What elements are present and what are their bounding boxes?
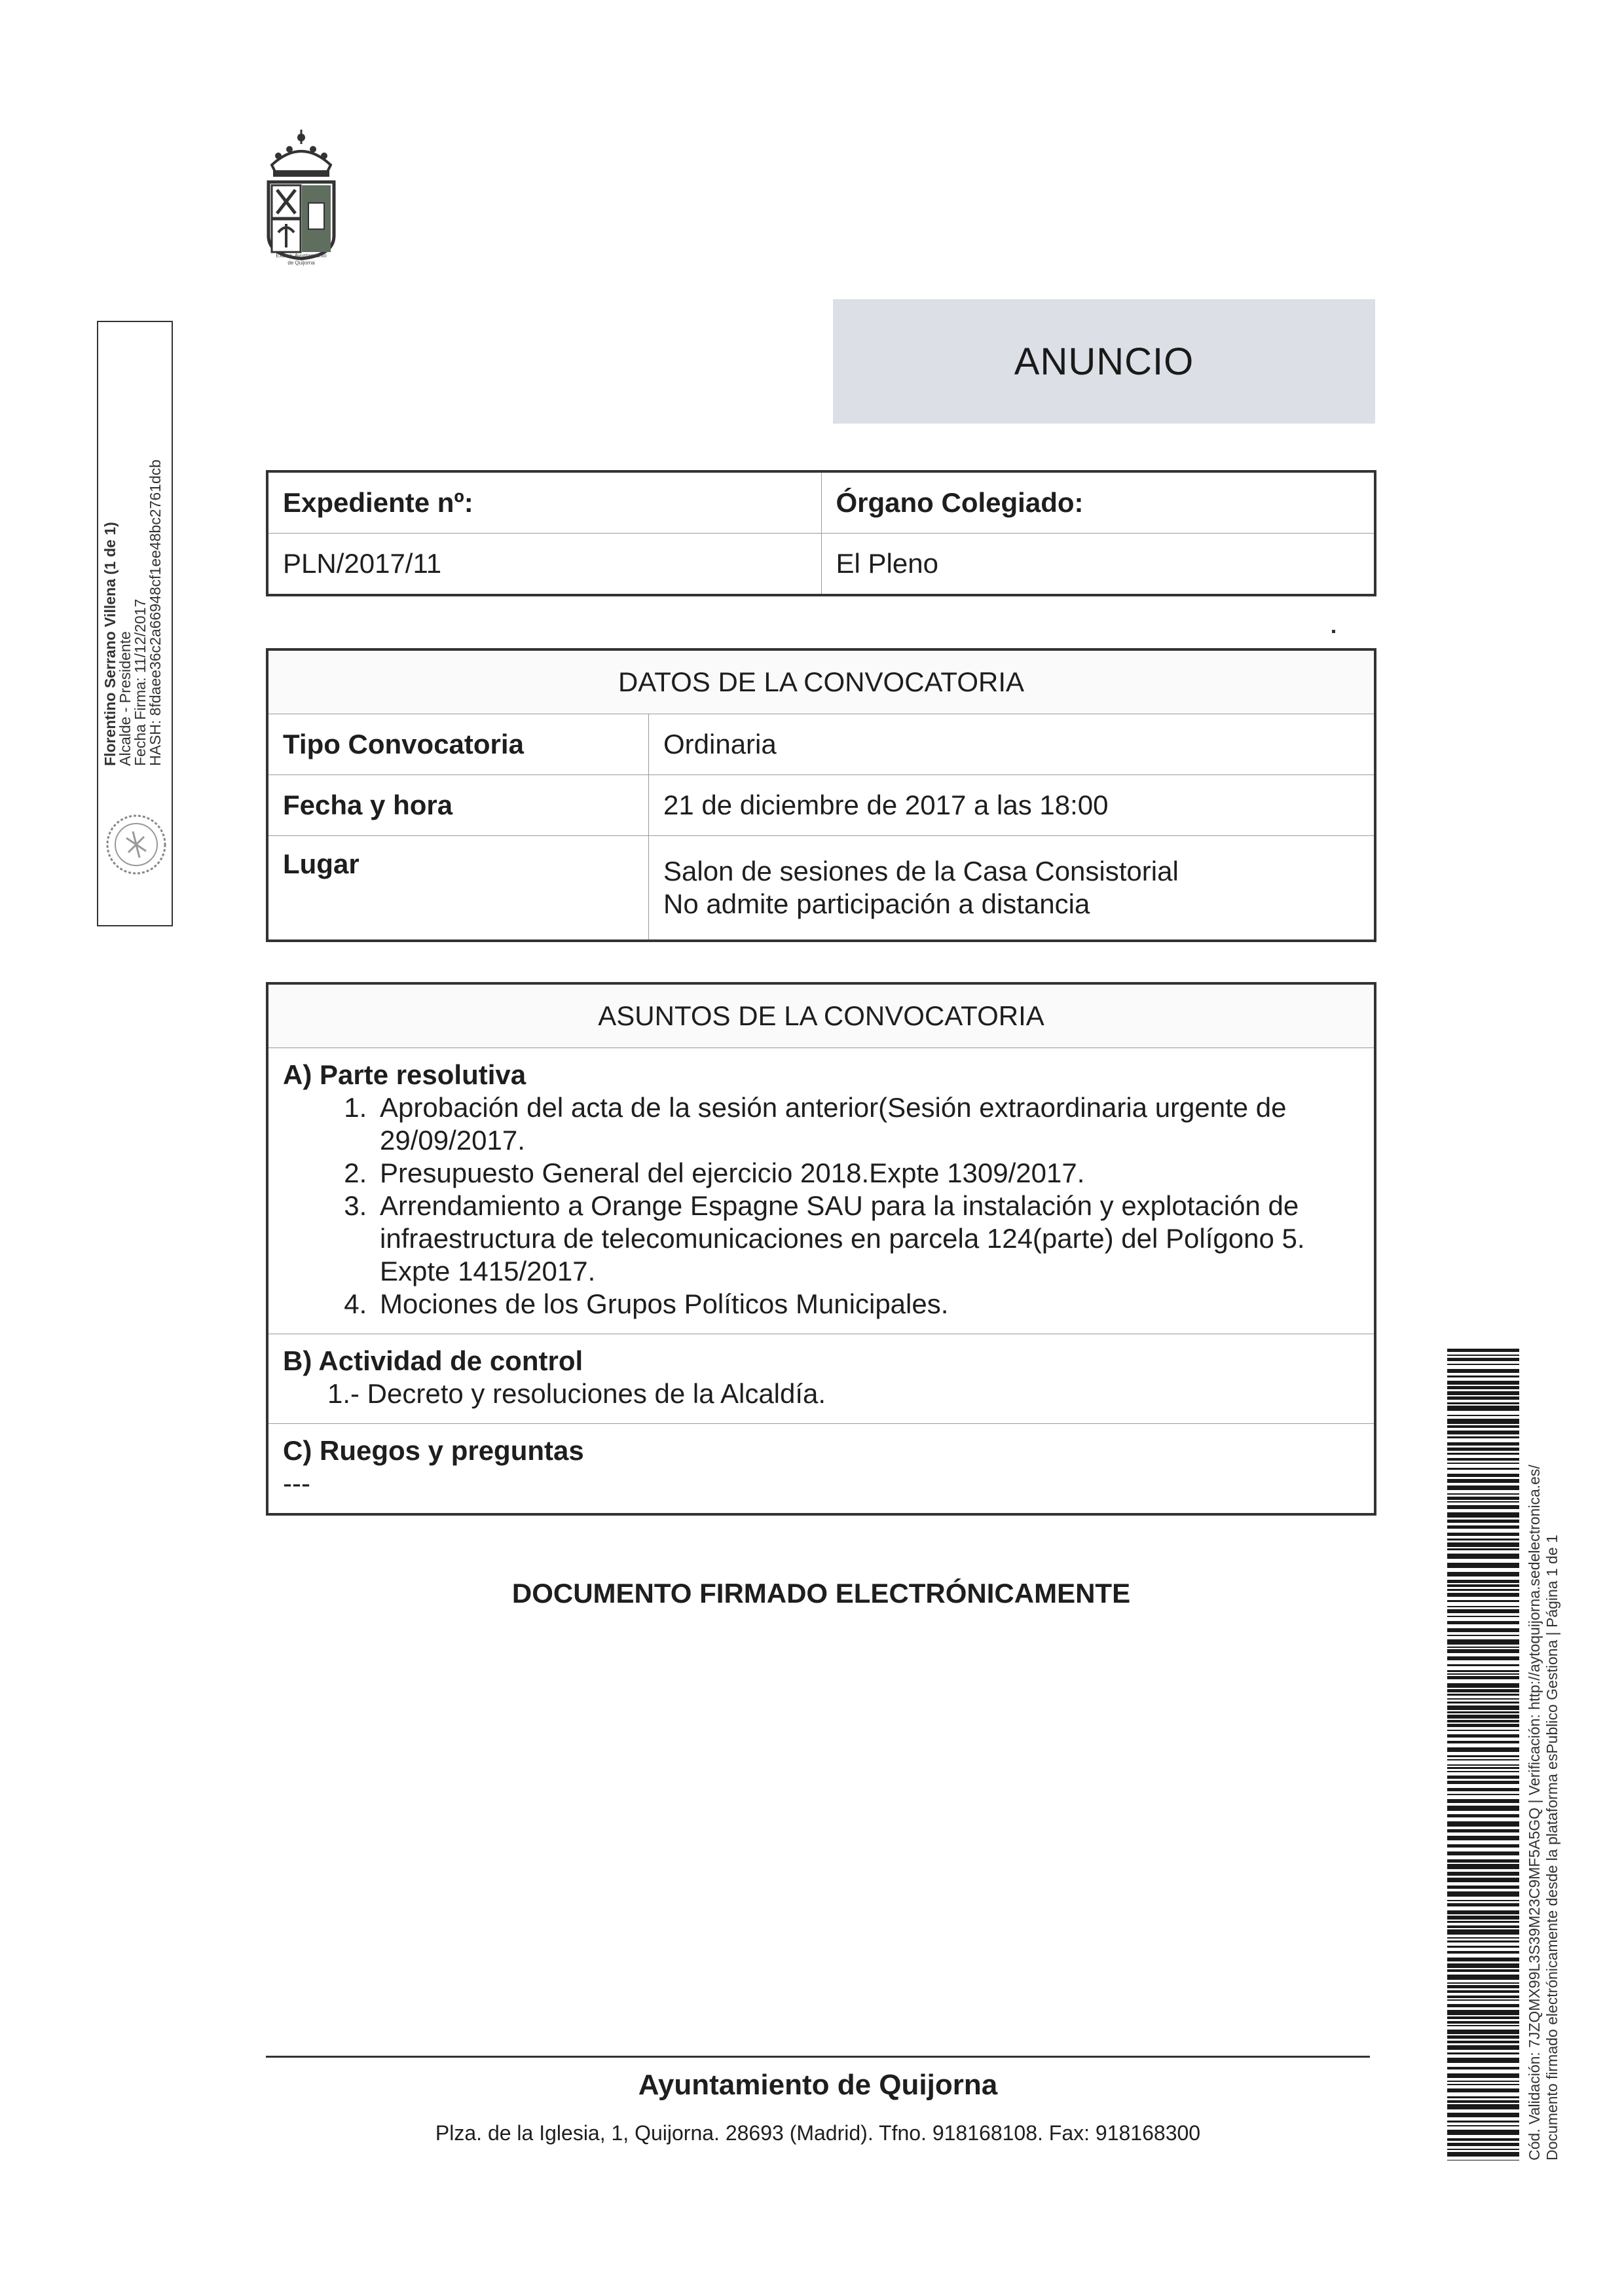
barcode-bar [1447, 1903, 1519, 1906]
barcode-bar [1447, 1741, 1519, 1743]
section-text: --- [283, 1468, 310, 1499]
signer-role: Alcalde - Presidente [117, 631, 134, 766]
barcode-bar [1447, 1969, 1519, 1972]
barcode-bar [1447, 1829, 1519, 1832]
barcode-bar [1447, 1776, 1519, 1779]
section-c [267, 1424, 1375, 1515]
barcode-bar [1447, 2084, 1519, 2085]
barcode-bar [1447, 1533, 1519, 1536]
barcode-bar [1447, 1910, 1519, 1914]
barcode-bar [1447, 1759, 1519, 1760]
barcode-bar [1447, 1821, 1519, 1827]
signer-name: Florentino Serrano Villena (1 de 1) [101, 522, 119, 766]
barcode-bar [1447, 2021, 1519, 2024]
row-value: Salon de sesiones de la Casa Consistorial No admite participación a distancia [649, 836, 1376, 941]
barcode-bar [1447, 1851, 1519, 1855]
barcode-bar [1447, 1673, 1519, 1675]
expediente-label: Expediente nº: [267, 471, 821, 534]
datos-table [266, 648, 1376, 942]
barcode-bar [1447, 1621, 1519, 1624]
barcode-bar [1447, 2025, 1519, 2026]
barcode-bar [1447, 1715, 1519, 1719]
barcode-bar [1447, 1419, 1519, 1424]
barcode-bar [1447, 1698, 1519, 1700]
barcode-bar [1447, 1425, 1519, 1428]
list-item: 3. Arrendamiento a Orange Espagne SAU para la instalación y explotación de infraestructura de telecomunicaciones en parcela 124(parte) del Polígono 5. Expte 1415/2017. [375, 1190, 1359, 1288]
barcode-bar [1447, 1415, 1519, 1416]
barcode-bar [1447, 1501, 1519, 1503]
barcode-bar [1447, 2113, 1519, 2117]
barcode-bar [1447, 1958, 1519, 1961]
row-value: 21 de diciembre de 2017 a las 18:00 [649, 775, 1376, 836]
barcode-bar [1447, 1794, 1519, 1795]
barcode-bar [1447, 1705, 1519, 1710]
stray-mark [1332, 630, 1335, 633]
barcode-bar [1447, 1814, 1519, 1817]
barcode-bar [1447, 2096, 1519, 2098]
list-item: 1. Aprobación del acta de la sesión anterior(Sesión extraordinaria urgente de 29/09/2017. [375, 1091, 1359, 1157]
barcode-bar [1447, 1584, 1519, 1587]
footer-address: Plza. de la Iglesia, 1, Quijorna. 28693 (Madrid). Tfno. 918168108. Fax: 918168300 [435, 2121, 1201, 2145]
barcode-bar [1447, 1542, 1519, 1547]
barcode-bar [1447, 1381, 1519, 1385]
barcode-bar [1447, 1788, 1519, 1791]
signature-date: Fecha Firma: 11/12/2017 [132, 598, 149, 766]
barcode-bar [1447, 2030, 1519, 2034]
seal-icon [103, 812, 169, 877]
barcode-bar [1447, 1589, 1519, 1591]
barcode-bar [1447, 2100, 1519, 2103]
barcode-bar [1447, 1730, 1519, 1731]
row-label: Lugar [267, 836, 649, 941]
barcode-bar [1447, 1963, 1519, 1968]
barcode-bar [1447, 1539, 1519, 1540]
barcode-bar [1447, 1836, 1519, 1840]
section-title: A) Parte resolutiva [283, 1059, 526, 1090]
barcode-bar [1447, 1990, 1519, 1993]
barcode-bar [1447, 1975, 1519, 1980]
barcode-bar [1447, 1649, 1519, 1653]
barcode-bar [1447, 1951, 1519, 1954]
barcode-bar [1447, 1616, 1519, 1617]
barcode-bar [1447, 2138, 1519, 2141]
organo-label: Órgano Colegiado: [821, 471, 1375, 534]
barcode-bar [1447, 1941, 1519, 1942]
barcode-bar [1447, 2125, 1519, 2126]
section-b [267, 1334, 1375, 1424]
barcode-bar [1447, 1702, 1519, 1704]
barcode-bar [1447, 1999, 1519, 2001]
barcode-bar [1447, 2073, 1519, 2078]
barcode-bar [1447, 1593, 1519, 1597]
barcode-bar [1447, 1639, 1519, 1645]
list-item: 2. Presupuesto General del ejercicio 2018.Expte 1309/2017. [375, 1157, 1359, 1190]
barcode-bar [1447, 1520, 1519, 1523]
barcode-bar [1447, 1872, 1519, 1876]
section-title: B) Actividad de control [283, 1345, 583, 1376]
barcode-bar [1447, 2067, 1519, 2069]
barcode-bar [1447, 1747, 1519, 1752]
barcode-bar [1447, 1844, 1519, 1848]
validation-code: Cód. Validación: 7JZQMX99L3S39M23C9MF5A5GQ | Verificación: http://aytoquijorna.sedelectronica.es/ [1526, 1465, 1543, 2160]
barcode-bar [1447, 1985, 1519, 1988]
barcode-bar [1447, 1463, 1519, 1464]
barcode-bar [1447, 1548, 1519, 1550]
asuntos-table [266, 982, 1376, 1516]
barcode-bar [1447, 1391, 1519, 1395]
barcode-bar [1447, 1720, 1519, 1722]
barcode-bar [1447, 1925, 1519, 1928]
barcode-bar [1447, 1606, 1519, 1607]
list-item: 4. Mociones de los Grupos Políticos Municipales. [375, 1288, 1359, 1321]
barcode-bar [1447, 1916, 1519, 1920]
barcode-bar [1447, 1512, 1519, 1518]
asuntos-caption: ASUNTOS DE LA CONVOCATORIA [267, 983, 1375, 1048]
barcode-bar [1447, 2104, 1519, 2109]
barcode-bar [1447, 1891, 1519, 1897]
barcode-bar [1447, 1485, 1519, 1490]
barcode-bar [1447, 1724, 1519, 1727]
barcode-bar [1447, 2143, 1519, 2146]
validation-text [1526, 1349, 1565, 2160]
barcode-bar [1447, 2010, 1519, 2015]
barcode-bar [1447, 1755, 1519, 1757]
barcode-bar [1447, 2130, 1519, 2135]
barcode-bar [1447, 2081, 1519, 2082]
row-label: Tipo Convocatoria [267, 714, 649, 775]
barcode-bar [1447, 1468, 1519, 1470]
barcode-bar [1447, 2149, 1519, 2150]
barcode-bar [1447, 1358, 1519, 1361]
barcode-bar [1447, 1647, 1519, 1648]
barcode-bar [1447, 1505, 1519, 1509]
barcode-bar [1447, 1676, 1519, 1679]
coat-caption: Excmo. Ayuntamiento de Quijorna [276, 253, 327, 266]
barcode-bar [1447, 1886, 1519, 1889]
barcode-bar [1447, 2052, 1519, 2054]
barcode-bar [1447, 1554, 1519, 1559]
barcode-bar [1447, 1442, 1519, 1446]
barcode-bar [1447, 1386, 1519, 1389]
barcode-bar [1447, 2088, 1519, 2092]
barcode-bar [1447, 1430, 1519, 1434]
table-row [267, 714, 1375, 775]
section-a [267, 1048, 1375, 1334]
datos-caption: DATOS DE LA CONVOCATORIA [267, 649, 1375, 714]
coat-of-arms-icon [259, 124, 344, 262]
organo-value: El Pleno [821, 534, 1375, 596]
section-title: C) Ruegos y preguntas [283, 1435, 584, 1466]
barcode-bar [1447, 1799, 1519, 1803]
barcode-bar [1447, 1694, 1519, 1696]
barcode-bar [1447, 1628, 1519, 1632]
barcode-bar [1447, 1364, 1519, 1365]
barcode-bar [1447, 1781, 1519, 1784]
barcode-bar [1447, 1921, 1519, 1923]
barcode-bar [1447, 1609, 1519, 1613]
barcode-bar [1447, 1402, 1519, 1404]
barcode-bar [1447, 1656, 1519, 1660]
page-title: ANUNCIO [833, 299, 1375, 424]
barcode-bar [1447, 1995, 1519, 1998]
row-value: Ordinaria [649, 714, 1376, 775]
barcode-bar [1447, 1497, 1519, 1500]
barcode-bar [1447, 1369, 1519, 1373]
barcode-bar [1447, 1525, 1519, 1529]
signature-hash: HASH: 8fdaee36c2a66948cf1ee48bc2761dcb [147, 459, 164, 766]
row-label: Fecha y hora [267, 775, 649, 836]
barcode-bar [1447, 1563, 1519, 1568]
barcode-bar [1447, 1771, 1519, 1772]
barcode-bar [1447, 1355, 1519, 1356]
barcode-bar [1447, 1689, 1519, 1692]
barcode-icon [1447, 1349, 1519, 2160]
barcode-bar [1447, 1946, 1519, 1948]
barcode-bar [1447, 1711, 1519, 1713]
barcode-bar [1447, 1767, 1519, 1769]
expediente-value: PLN/2017/11 [267, 534, 821, 596]
barcode-bar [1447, 1600, 1519, 1602]
barcode-bar [1447, 1458, 1519, 1461]
barcode-bar [1447, 1734, 1519, 1738]
barcode-bar [1447, 2041, 1519, 2043]
barcode-bar [1447, 1376, 1519, 1377]
validation-platform: Documento firmado electrónicamente desde la plataforma esPublico Gestiona | Página 1 de 1 [1543, 1535, 1560, 2160]
barcode-bar [1447, 2058, 1519, 2063]
barcode-bar [1447, 1929, 1519, 1935]
barcode-bar [1447, 2035, 1519, 2039]
barcode-bar [1447, 1396, 1519, 1400]
barcode-bar [1447, 2004, 1519, 2007]
footer-name: Ayuntamiento de Quijorna [638, 2069, 998, 2101]
section-text: 1.- Decreto y resoluciones de la Alcaldía. [327, 1378, 826, 1409]
barcode-bar [1447, 1683, 1519, 1688]
barcode-bar [1447, 1937, 1519, 1939]
table-row [267, 836, 1375, 941]
barcode-bar [1447, 1878, 1519, 1882]
barcode-bar [1447, 1635, 1519, 1636]
barcode-bar [1447, 1859, 1519, 1863]
barcode-bar [1447, 1479, 1519, 1483]
barcode-bar [1447, 1572, 1519, 1576]
barcode-bar [1447, 1580, 1519, 1583]
barcode-bar [1447, 2152, 1519, 2157]
barcode-bar [1447, 1474, 1519, 1477]
barcode-bar [1447, 2121, 1519, 2123]
footer-divider [266, 2056, 1370, 2058]
barcode-bar [1447, 2016, 1519, 2019]
signature-text [103, 426, 168, 766]
expediente-table [266, 470, 1376, 596]
barcode-bar [1447, 1900, 1519, 1901]
barcode-bar [1447, 1406, 1519, 1411]
barcode-bar [1447, 1982, 1519, 1984]
barcode-bar [1447, 1664, 1519, 1666]
barcode-bar [1447, 1864, 1519, 1869]
signed-notice: DOCUMENTO FIRMADO ELECTRÓNICAMENTE [511, 1578, 1131, 1609]
barcode-bar [1447, 1670, 1519, 1672]
barcode-bar [1447, 2045, 1519, 2050]
barcode-bar [1447, 1764, 1519, 1766]
barcode-bar [1447, 1806, 1519, 1811]
barcode-bar [1447, 1493, 1519, 1495]
barcode-bar [1447, 1436, 1519, 1438]
barcode-bar [1447, 1453, 1519, 1455]
table-row [267, 775, 1375, 836]
barcode-bar [1447, 1349, 1519, 1352]
agenda-list [283, 1091, 1359, 1321]
barcode-bar [1447, 1448, 1519, 1451]
